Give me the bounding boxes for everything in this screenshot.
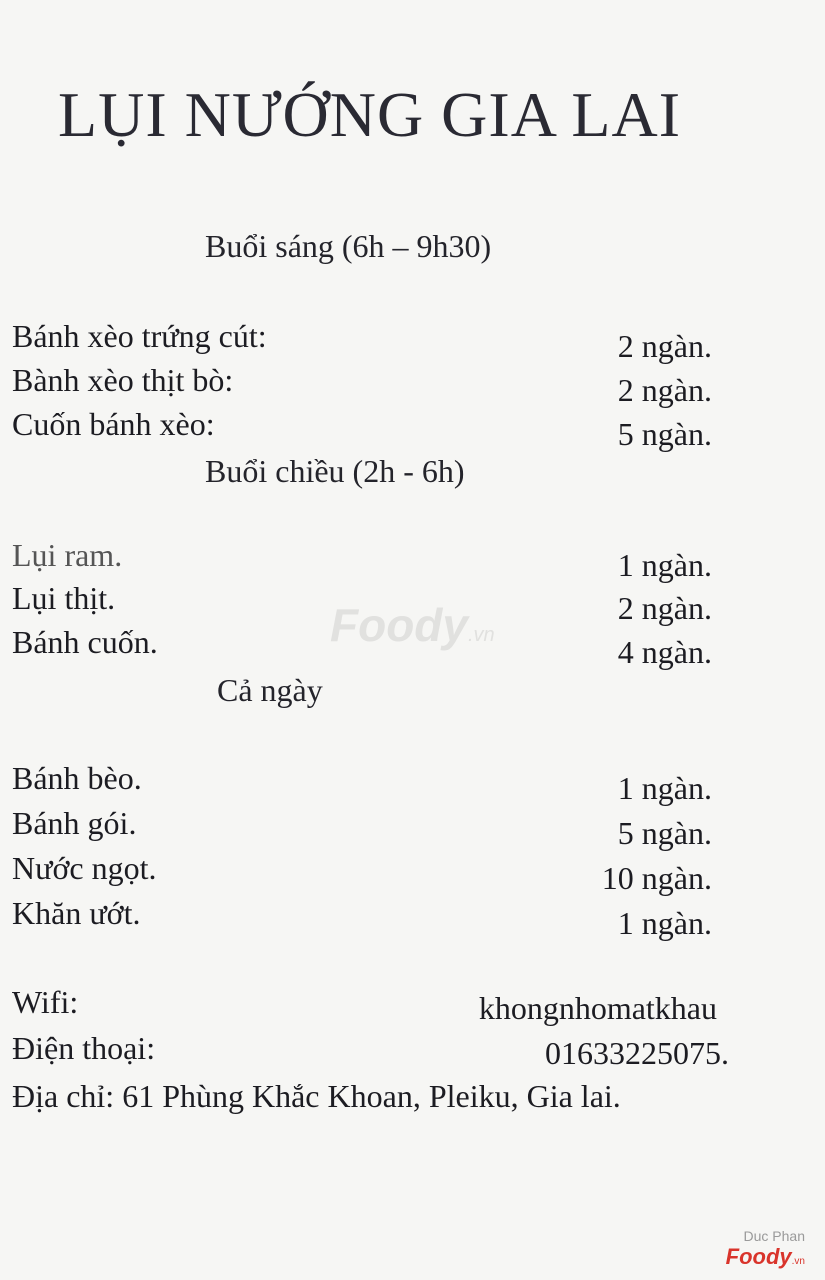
menu-item <box>12 895 712 939</box>
menu-item-price: 1 ngàn. <box>617 770 712 806</box>
section-heading-morning: Buổi sáng (6h – 9h30) <box>205 228 492 264</box>
section-heading-all-day: Cả ngày <box>217 672 323 708</box>
menu-item-price: 1 ngàn. <box>617 905 712 941</box>
address: Địa chỉ: 61 Phùng Khắc Khoan, Pleiku, Gia lai. <box>12 1078 621 1114</box>
wifi-password: khongnhomatkhau <box>478 990 717 1026</box>
menu-item-price: 2 ngàn. <box>617 590 712 626</box>
menu-item-price: 4 ngàn. <box>617 634 712 670</box>
menu-item-name: Lụi thịt. <box>12 580 116 616</box>
menu-item <box>12 805 712 849</box>
menu-item <box>12 362 712 406</box>
menu-item-name: Nước ngọt. <box>12 850 157 886</box>
wifi-label: Wifi: <box>12 984 79 1020</box>
section-heading-afternoon: Buổi chiều (2h - 6h) <box>205 453 465 489</box>
credit-brand-logo: Foody <box>725 1244 792 1269</box>
menu-item-price: 1 ngàn. <box>617 547 712 583</box>
menu-item-price: 10 ngàn. <box>601 860 712 896</box>
menu-item-name: Lụi ram. <box>12 537 123 573</box>
watermark-brand: Foody <box>330 599 468 651</box>
credit-brand-suffix: .vn <box>791 1256 805 1267</box>
menu-item-price: 2 ngàn. <box>617 372 712 408</box>
menu-item-price: 2 ngàn. <box>617 328 712 364</box>
menu-item-price: 5 ngàn. <box>617 416 712 452</box>
menu-item <box>12 406 712 450</box>
menu-item-name: Bánh bèo. <box>12 760 142 796</box>
menu-item <box>12 760 712 804</box>
menu-item-name: Bành xèo thịt bò: <box>12 362 234 398</box>
menu-item-price: 5 ngàn. <box>617 815 712 851</box>
menu-item <box>12 537 712 581</box>
menu-item <box>12 318 712 362</box>
menu-item-name: Bánh gói. <box>12 805 137 841</box>
credit-author: Duc Phan <box>743 1228 805 1244</box>
watermark-suffix: .vn <box>467 624 495 646</box>
menu-item-name: Cuốn bánh xèo: <box>12 406 215 442</box>
menu-item-name: Bánh cuốn. <box>12 624 158 660</box>
menu-item-name: Bánh xèo trứng cút: <box>12 318 267 354</box>
photo-credit <box>726 1228 805 1270</box>
menu-item-name: Khăn ướt. <box>12 895 141 931</box>
phone-label: Điện thoại: <box>12 1030 156 1066</box>
restaurant-title: LỤI NƯỚNG GIA LAI <box>58 79 681 150</box>
phone-number: 01633225075. <box>545 1035 729 1071</box>
menu-item <box>12 850 712 894</box>
foody-watermark <box>330 598 495 652</box>
